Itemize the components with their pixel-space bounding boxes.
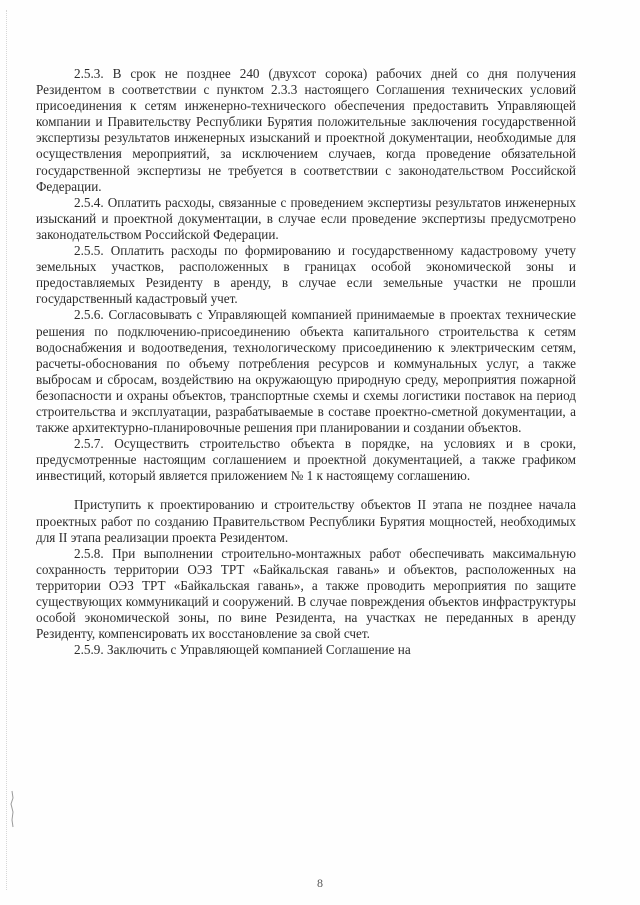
paragraph-2-5-6: 2.5.6. Согласовывать с Управляющей компанией принимаемые в проектах технические решения по подключению-присоединению объекта капитального строительства к сетям водоснабжения и водоотведения, технологическому присоединению к электрическим сетям, расчеты-обоснования по объему потребления ресурсов и коммунальных услуг, а также выбросам и сбросам, воздействию на окружающую природную среду, мероприятия пожарной безопасности и охраны объектов, транспортные схемы и схемы логистики поставок на период строительства и эксплуатации, разрабатываемые в составе проектно-сметной документации, а также архитектурно-планировочные решения при планировании и создании объектов. <box>36 307 576 436</box>
document-body <box>36 66 576 658</box>
paragraph-2-5-5: 2.5.5. Оплатить расходы по формированию и государственному кадастровому учету земельных участков, расположенных в границах особой экономической зоны и предоставляемых Резиденту в аренду, в случае если земельные участки не прошли государственный кадастровый учет. <box>36 243 576 307</box>
margin-pen-mark <box>8 790 16 828</box>
paragraph-2-5-8: 2.5.8. При выполнении строительно-монтажных работ обеспечивать максимальную сохранность территории ОЭЗ ТРТ «Байкальская гавань» и объектов, расположенных на территории ОЭЗ ТРТ «Байкальская гавань», а также проводить мероприятия по защите существующих коммуникаций и сооружений. В случае повреждения объектов инфраструктуры особой экономической зоны, по вине Резидента, на участках не переданных в аренду Резиденту, компенсировать их восстановление за свой счет. <box>36 545 576 642</box>
paragraph-2-5-9: 2.5.9. Заключить с Управляющей компанией Соглашение на <box>74 642 411 658</box>
paragraph-2-5-3: 2.5.3. В срок не позднее 240 (двухсот сорока) рабочих дней со дня получения Резидентом в соответствии с пунктом 2.3.3 настоящего Соглашения технических условий присоединения к сетям инженерно-технического обеспечения предоставить Управляющей компании и Правительству Республики Бурятия положительные заключения государственной экспертизы результатов инженерных изысканий и проектной документации, необходимые для осуществления мероприятий, за исключением случаев, когда проведение обязательной государственной экспертизы не требуется в соответствии с законодательством Российской Федерации. <box>36 66 576 194</box>
paragraph-2-5-4: 2.5.4. Оплатить расходы, связанные с проведением экспертизы результатов инженерных изысканий и проектной документации, в случае если проведение экспертизы предусмотрено законодательством Российской Федерации. <box>36 194 576 242</box>
paragraph-stage-two: Приступить к проектированию и строительству объектов II этапа не позднее начала проектных работ по созданию Правительством Республики Бурятия мощностей, необходимых для II этапа реализации проекта Резидентом. <box>36 497 576 545</box>
page-number: 8 <box>317 876 323 890</box>
scan-edge <box>6 10 8 890</box>
paragraph-2-5-7: 2.5.7. Осуществить строительство объекта в порядке, на условиях и в сроки, предусмотренные настоящим соглашением и проектной документацией, а также графиком инвестиций, который является приложением № 1 к настоящему соглашению. <box>36 436 576 484</box>
